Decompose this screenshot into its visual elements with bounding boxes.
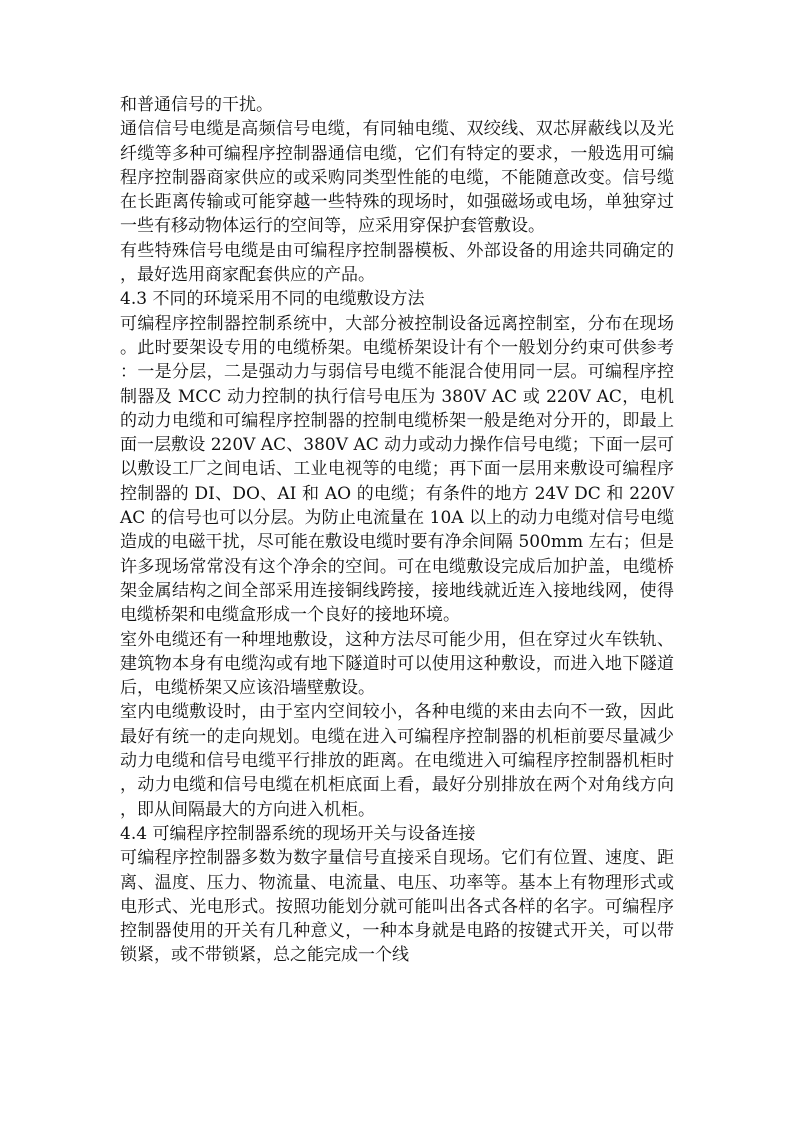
paragraph-indoor-cable: 室内电缆敷设时，由于室内空间较小，各种电缆的来由去向不一致，因此最好有统一的走向规划。电缆在进入可编程序控制器的机柜前要尽量减少动力电缆和信号电缆平行排放的距离。在电缆进入可编程序控制器机柜时，动力电缆和信号电缆在机柜底面上看，最好分别排放在两个对角线方向，即从间隔最大的方向进入机柜。 <box>120 702 674 820</box>
paragraph-special-cable: 有些特殊信号电缆是由可编程序控制器模板、外部设备的用途共同确定的，最好选用商家配套供应的产品。 <box>120 240 674 286</box>
paragraph-outdoor-cable: 室外电缆还有一种埋地敷设，这种方法尽可能少用，但在穿过火车铁轨、建筑物本身有电缆沟或有地下隧道时可以使用这种敷设，而进入地下隧道后，电缆桥架又应该沿墙壁敷设。 <box>120 629 674 699</box>
paragraph-continuation: 和普通信号的干扰。 <box>120 95 273 115</box>
paragraph-cable-tray: 可编程序控制器控制系统中，大部分被控制设备远离控制室，分布在现场。此时要架设专用的电缆桥架。电缆桥架设计有个一般划分约束可供参考：一是分层，二是强动力与弱信号电缆不能混合使用同一层。可编程序控制器及 MCC 动力控制的执行信号电压为 380V AC 或 220V AC，电机的动力电缆和可编程序控制器的控制电缆桥架一般是绝对分开的，即最上面一层敷设 220V AC、380V AC 动力或动力操作信号电缆；下面一层可以敷设工厂之间电话、工业电视等的电缆；再下面一层用来敷设可编程序控制器的 DI、DO、AI 和 AO 的电缆；有条件的地方 24V DC 和 220VAC 的信号也可以分层。为防止电流量在 10A 以上的动力电缆对信号电缆造成的电磁干扰，尽可能在敷设电缆时要有净余间隔 500mm 左右；但是许多现场常常没有这个净余的空间。可在电缆敷设完成后加护盖，电缆桥架金属结构之间全部采用连接铜线跨接，接地线就近连入接地线网，使得电缆桥架和电缆盒形成一个良好的接地环境。 <box>120 313 674 626</box>
section-heading-4-4: 4.4 可编程序控制器系统的现场开关与设备连接 <box>120 823 476 844</box>
document-body <box>120 93 674 968</box>
paragraph-comm-cable: 通信信号电缆是高频信号电缆，有同轴电缆、双绞线、双芯屏蔽线以及光纤缆等多种可编程序控制器通信电缆，它们有特定的要求，一般选用可编程序控制器商家供应的或采购同类型性能的电缆，不能随意改变。信号缆在长距离传输或可能穿越一些特殊的现场时，如强磁场或电场，单独穿过一些有移动物体运行的空间等，应采用穿保护套管敷设。 <box>120 119 674 237</box>
section-heading-4-3: 4.3 不同的环境采用不同的电缆敷设方法 <box>120 289 425 310</box>
paragraph-field-switches: 可编程序控制器多数为数字量信号直接采自现场。它们有位置、速度、距离、温度、压力、物流量、电流量、电压、功率等。基本上有物理形式或电形式、光电形式。按照功能划分就可能叫出各式各样的名字。可编程序控制器使用的开关有几种意义，一种本身就是电路的按键式开关，可以带锁紧，或不带锁紧，总之能完成一个线 <box>120 848 674 966</box>
